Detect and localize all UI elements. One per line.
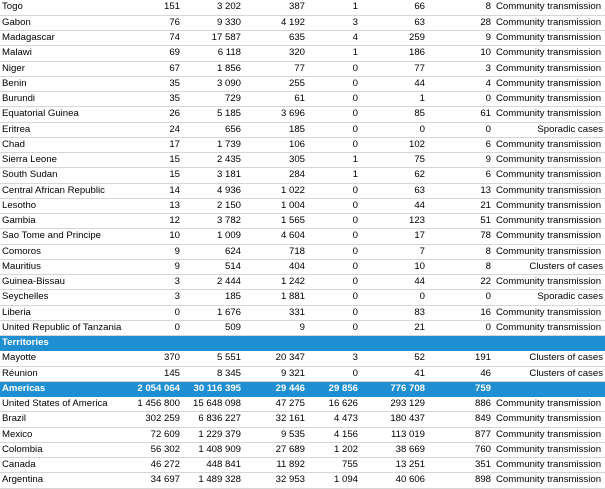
cell-col1: 34 697: [134, 473, 182, 488]
cell-col3: 27 689: [243, 442, 307, 457]
country-name: South Sudan: [0, 168, 134, 183]
table-row: [0, 259, 605, 274]
cell-col5: 83: [360, 305, 427, 320]
cell-col6: 51: [427, 214, 494, 229]
country-name: Brazil: [0, 412, 134, 427]
cell-col2: [182, 336, 243, 351]
cell-col5: 40 606: [360, 473, 427, 488]
transmission-classification: Community transmission: [494, 244, 605, 259]
table-row: [0, 15, 605, 30]
cell-col2: 1 739: [182, 137, 243, 152]
country-name: Lesotho: [0, 198, 134, 213]
table-row: [0, 244, 605, 259]
cell-col1: 15: [134, 168, 182, 183]
cell-col2: 2 444: [182, 275, 243, 290]
cell-col3: 9: [243, 320, 307, 335]
country-name: Sierra Leone: [0, 153, 134, 168]
cell-col2: 656: [182, 122, 243, 137]
table-row: [0, 320, 605, 335]
country-name: Togo: [0, 0, 134, 15]
cell-col6: 8: [427, 259, 494, 274]
cell-col6: 0: [427, 122, 494, 137]
cell-col5: 38 669: [360, 442, 427, 457]
cell-col1: 14: [134, 183, 182, 198]
cell-col4: 1: [307, 0, 360, 15]
cell-col6: 898: [427, 473, 494, 488]
table-row: [0, 473, 605, 488]
cell-col4: 0: [307, 259, 360, 274]
country-name: Chad: [0, 137, 134, 152]
cell-col1: 15: [134, 153, 182, 168]
cell-col6: 8: [427, 0, 494, 15]
cell-col4: 3: [307, 351, 360, 366]
cell-col4: 0: [307, 107, 360, 122]
cell-col5: 85: [360, 107, 427, 122]
country-name: Comoros: [0, 244, 134, 259]
cell-col2: 1 856: [182, 61, 243, 76]
cell-col1: 151: [134, 0, 182, 15]
country-name: Niger: [0, 61, 134, 76]
cell-col3: 1 022: [243, 183, 307, 198]
transmission-classification: Community transmission: [494, 198, 605, 213]
cell-col3: 3 696: [243, 107, 307, 122]
cell-col4: 0: [307, 198, 360, 213]
cell-col1: 35: [134, 76, 182, 91]
cell-col6: 10: [427, 46, 494, 61]
transmission-classification: Community transmission: [494, 397, 605, 412]
cell-col4: 0: [307, 275, 360, 290]
transmission-classification: Community transmission: [494, 473, 605, 488]
cell-col5: 62: [360, 168, 427, 183]
cell-col3: 1 881: [243, 290, 307, 305]
cell-col1: 46 272: [134, 458, 182, 473]
transmission-classification: Community transmission: [494, 107, 605, 122]
cell-col2: 3 090: [182, 76, 243, 91]
transmission-classification: Community transmission: [494, 153, 605, 168]
cell-col4: 0: [307, 137, 360, 152]
cell-col3: 4 192: [243, 15, 307, 30]
country-name: United Republic of Tanzania: [0, 320, 134, 335]
country-name: Americas: [0, 381, 134, 396]
cell-col4: 4 156: [307, 427, 360, 442]
cell-col1: 24: [134, 122, 182, 137]
cell-col1: 370: [134, 351, 182, 366]
cell-col5: 21: [360, 320, 427, 335]
country-name: Eritrea: [0, 122, 134, 137]
cell-col6: 877: [427, 427, 494, 442]
cell-col2: 1 408 909: [182, 442, 243, 457]
country-name: Seychelles: [0, 290, 134, 305]
cell-col4: 1: [307, 46, 360, 61]
cell-col5: 123: [360, 214, 427, 229]
cell-col4: 0: [307, 244, 360, 259]
cell-col5: 259: [360, 31, 427, 46]
cell-col2: 3 181: [182, 168, 243, 183]
cell-col3: 331: [243, 305, 307, 320]
cell-col3: 32 161: [243, 412, 307, 427]
cell-col2: 2 435: [182, 153, 243, 168]
cell-col2: 448 841: [182, 458, 243, 473]
table-row: [0, 183, 605, 198]
cell-col1: 56 302: [134, 442, 182, 457]
cell-col5: 66: [360, 0, 427, 15]
cell-col6: 13: [427, 183, 494, 198]
table-row: [0, 397, 605, 412]
transmission-classification: Community transmission: [494, 137, 605, 152]
cell-col5: 7: [360, 244, 427, 259]
country-name: Madagascar: [0, 31, 134, 46]
country-name: Guinea-Bissau: [0, 275, 134, 290]
cell-col6: 21: [427, 198, 494, 213]
cell-col4: 0: [307, 320, 360, 335]
table-row: [0, 214, 605, 229]
cell-col2: 30 116 395: [182, 381, 243, 396]
transmission-classification: Community transmission: [494, 412, 605, 427]
transmission-classification: Community transmission: [494, 76, 605, 91]
cell-col1: 302 259: [134, 412, 182, 427]
cell-col3: 9 321: [243, 366, 307, 381]
transmission-classification: Community transmission: [494, 31, 605, 46]
cell-col4: 3: [307, 15, 360, 30]
cell-col3: 1 565: [243, 214, 307, 229]
cell-col5: 77: [360, 61, 427, 76]
cell-col6: [427, 336, 494, 351]
cell-col5: 1: [360, 92, 427, 107]
cell-col3: 4 604: [243, 229, 307, 244]
table-row: [0, 427, 605, 442]
transmission-classification: Community transmission: [494, 168, 605, 183]
cell-col3: 185: [243, 122, 307, 137]
cell-col1: 69: [134, 46, 182, 61]
transmission-classification: Community transmission: [494, 46, 605, 61]
cell-col6: 6: [427, 168, 494, 183]
transmission-classification: Clusters of cases: [494, 259, 605, 274]
cell-col2: 8 345: [182, 366, 243, 381]
cell-col3: 9 535: [243, 427, 307, 442]
table-row: [0, 275, 605, 290]
transmission-classification: Community transmission: [494, 427, 605, 442]
cell-col5: 63: [360, 15, 427, 30]
table-row: [0, 351, 605, 366]
cell-col2: 6 836 227: [182, 412, 243, 427]
cell-col6: 8: [427, 244, 494, 259]
cell-col1: 26: [134, 107, 182, 122]
country-name: United States of America: [0, 397, 134, 412]
cell-col4: 0: [307, 61, 360, 76]
cell-col5: 52: [360, 351, 427, 366]
cell-col3: 106: [243, 137, 307, 152]
country-name: Mexico: [0, 427, 134, 442]
cell-col3: 387: [243, 0, 307, 15]
cell-col4: 1: [307, 168, 360, 183]
cell-col5: 293 129: [360, 397, 427, 412]
transmission-classification: Community transmission: [494, 0, 605, 15]
table-row: [0, 61, 605, 76]
cell-col3: 305: [243, 153, 307, 168]
transmission-classification: Community transmission: [494, 183, 605, 198]
country-name: Benin: [0, 76, 134, 91]
table-row: [0, 92, 605, 107]
table-row: [0, 458, 605, 473]
cell-col3: 404: [243, 259, 307, 274]
cell-col4: 1 094: [307, 473, 360, 488]
transmission-classification: Community transmission: [494, 214, 605, 229]
cell-col4: 0: [307, 229, 360, 244]
cell-col1: 10: [134, 229, 182, 244]
country-name: Territories: [0, 336, 134, 351]
section-header-row: [0, 336, 605, 351]
cell-col2: 1 229 379: [182, 427, 243, 442]
cell-col4: 4: [307, 31, 360, 46]
cell-col2: 9 330: [182, 15, 243, 30]
cell-col4: [307, 336, 360, 351]
table-row: [0, 229, 605, 244]
cell-col3: 1 242: [243, 275, 307, 290]
cell-col5: 41: [360, 366, 427, 381]
transmission-classification: Community transmission: [494, 275, 605, 290]
cell-col1: 35: [134, 92, 182, 107]
cell-col4: 4 473: [307, 412, 360, 427]
transmission-classification: Sporadic cases: [494, 290, 605, 305]
country-name: Gabon: [0, 15, 134, 30]
transmission-classification: Community transmission: [494, 229, 605, 244]
table-row: [0, 290, 605, 305]
cell-col3: 61: [243, 92, 307, 107]
cell-col4: 755: [307, 458, 360, 473]
table-row: [0, 0, 605, 15]
cell-col5: 13 251: [360, 458, 427, 473]
cell-col2: 3 202: [182, 0, 243, 15]
cell-col6: 9: [427, 31, 494, 46]
cell-col4: 29 856: [307, 381, 360, 396]
cell-col2: 5 551: [182, 351, 243, 366]
transmission-classification: [494, 381, 605, 396]
transmission-classification: Community transmission: [494, 92, 605, 107]
cell-col3: 20 347: [243, 351, 307, 366]
cell-col5: 17: [360, 229, 427, 244]
cell-col5: 0: [360, 122, 427, 137]
cell-col6: 351: [427, 458, 494, 473]
cell-col4: 0: [307, 76, 360, 91]
table-row: [0, 122, 605, 137]
cell-col1: 76: [134, 15, 182, 30]
cell-col5: [360, 336, 427, 351]
cell-col3: 29 446: [243, 381, 307, 396]
cell-col5: 75: [360, 153, 427, 168]
table-row: [0, 76, 605, 91]
country-name: Canada: [0, 458, 134, 473]
country-name: Liberia: [0, 305, 134, 320]
table-row: [0, 31, 605, 46]
cell-col3: 77: [243, 61, 307, 76]
cell-col1: 74: [134, 31, 182, 46]
cell-col2: 4 936: [182, 183, 243, 198]
cell-col1: 72 609: [134, 427, 182, 442]
transmission-classification: Community transmission: [494, 61, 605, 76]
cell-col5: 44: [360, 198, 427, 213]
cell-col3: 635: [243, 31, 307, 46]
cell-col2: 1 676: [182, 305, 243, 320]
country-name: Sao Tome and Principe: [0, 229, 134, 244]
cell-col5: 44: [360, 76, 427, 91]
transmission-classification: Clusters of cases: [494, 351, 605, 366]
cell-col1: 12: [134, 214, 182, 229]
country-name: Mauritius: [0, 259, 134, 274]
table-row: [0, 107, 605, 122]
country-name: Réunion: [0, 366, 134, 381]
cell-col5: 10: [360, 259, 427, 274]
cell-col3: 11 892: [243, 458, 307, 473]
cell-col2: 2 150: [182, 198, 243, 213]
cell-col6: 760: [427, 442, 494, 457]
table-row: [0, 366, 605, 381]
cell-col5: 113 019: [360, 427, 427, 442]
cell-col6: 9: [427, 153, 494, 168]
cell-col3: 284: [243, 168, 307, 183]
cell-col1: 67: [134, 61, 182, 76]
cell-col6: 0: [427, 320, 494, 335]
cell-col4: 0: [307, 305, 360, 320]
cell-col2: 624: [182, 244, 243, 259]
cell-col6: 28: [427, 15, 494, 30]
cell-col5: 44: [360, 275, 427, 290]
transmission-classification: [494, 336, 605, 351]
country-name: Burundi: [0, 92, 134, 107]
country-name: Equatorial Guinea: [0, 107, 134, 122]
region-summary-row: [0, 381, 605, 396]
cell-col6: 0: [427, 290, 494, 305]
cell-col1: 2 054 064: [134, 381, 182, 396]
table-row: [0, 137, 605, 152]
cell-col2: 15 648 098: [182, 397, 243, 412]
cell-col2: 185: [182, 290, 243, 305]
cell-col6: 78: [427, 229, 494, 244]
cell-col6: 191: [427, 351, 494, 366]
country-name: Mayotte: [0, 351, 134, 366]
cell-col5: 186: [360, 46, 427, 61]
table-row: [0, 46, 605, 61]
country-name: Central African Republic: [0, 183, 134, 198]
table-row: [0, 168, 605, 183]
transmission-classification: Community transmission: [494, 442, 605, 457]
cell-col2: 514: [182, 259, 243, 274]
transmission-classification: Community transmission: [494, 305, 605, 320]
cell-col1: 0: [134, 320, 182, 335]
cell-col2: 729: [182, 92, 243, 107]
transmission-classification: Clusters of cases: [494, 366, 605, 381]
table-row: [0, 442, 605, 457]
cell-col4: 0: [307, 366, 360, 381]
table-row: [0, 412, 605, 427]
cell-col6: 46: [427, 366, 494, 381]
cell-col4: 1: [307, 153, 360, 168]
cell-col5: 0: [360, 290, 427, 305]
cell-col4: 0: [307, 290, 360, 305]
cell-col3: 718: [243, 244, 307, 259]
cell-col6: 22: [427, 275, 494, 290]
cell-col5: 102: [360, 137, 427, 152]
cell-col4: 1 202: [307, 442, 360, 457]
cell-col3: 1 004: [243, 198, 307, 213]
cell-col6: 16: [427, 305, 494, 320]
cell-col2: 6 118: [182, 46, 243, 61]
cell-col6: 6: [427, 137, 494, 152]
cell-col4: 0: [307, 214, 360, 229]
cell-col4: 0: [307, 92, 360, 107]
cell-col1: 145: [134, 366, 182, 381]
cell-col3: 320: [243, 46, 307, 61]
cell-col5: 776 708: [360, 381, 427, 396]
cell-col6: 3: [427, 61, 494, 76]
cell-col2: 509: [182, 320, 243, 335]
transmission-classification: Community transmission: [494, 320, 605, 335]
cell-col2: 3 782: [182, 214, 243, 229]
cell-col1: 3: [134, 290, 182, 305]
cell-col3: 47 275: [243, 397, 307, 412]
country-name: Argentina: [0, 473, 134, 488]
cell-col3: [243, 336, 307, 351]
transmission-classification: Community transmission: [494, 458, 605, 473]
cell-col1: 13: [134, 198, 182, 213]
country-name: Gambia: [0, 214, 134, 229]
cell-col4: 0: [307, 122, 360, 137]
table-row: [0, 198, 605, 213]
cell-col5: 180 437: [360, 412, 427, 427]
table-row: [0, 153, 605, 168]
cell-col3: 255: [243, 76, 307, 91]
cell-col6: 4: [427, 76, 494, 91]
cell-col2: 17 587: [182, 31, 243, 46]
country-name: Malawi: [0, 46, 134, 61]
cell-col1: 9: [134, 244, 182, 259]
cell-col1: 9: [134, 259, 182, 274]
cell-col1: [134, 336, 182, 351]
cell-col2: 1 489 328: [182, 473, 243, 488]
transmission-classification: Sporadic cases: [494, 122, 605, 137]
cell-col4: 16 626: [307, 397, 360, 412]
cell-col6: 61: [427, 107, 494, 122]
cell-col4: 0: [307, 183, 360, 198]
cell-col1: 3: [134, 275, 182, 290]
cell-col1: 1 456 800: [134, 397, 182, 412]
cell-col6: 0: [427, 92, 494, 107]
cell-col2: 5 185: [182, 107, 243, 122]
cell-col5: 63: [360, 183, 427, 198]
cell-col3: 32 953: [243, 473, 307, 488]
cell-col2: 1 009: [182, 229, 243, 244]
cell-col1: 0: [134, 305, 182, 320]
cell-col6: 759: [427, 381, 494, 396]
transmission-classification: Community transmission: [494, 15, 605, 30]
cell-col6: 849: [427, 412, 494, 427]
cell-col6: 886: [427, 397, 494, 412]
cell-col1: 17: [134, 137, 182, 152]
country-name: Colombia: [0, 442, 134, 457]
table-row: [0, 305, 605, 320]
